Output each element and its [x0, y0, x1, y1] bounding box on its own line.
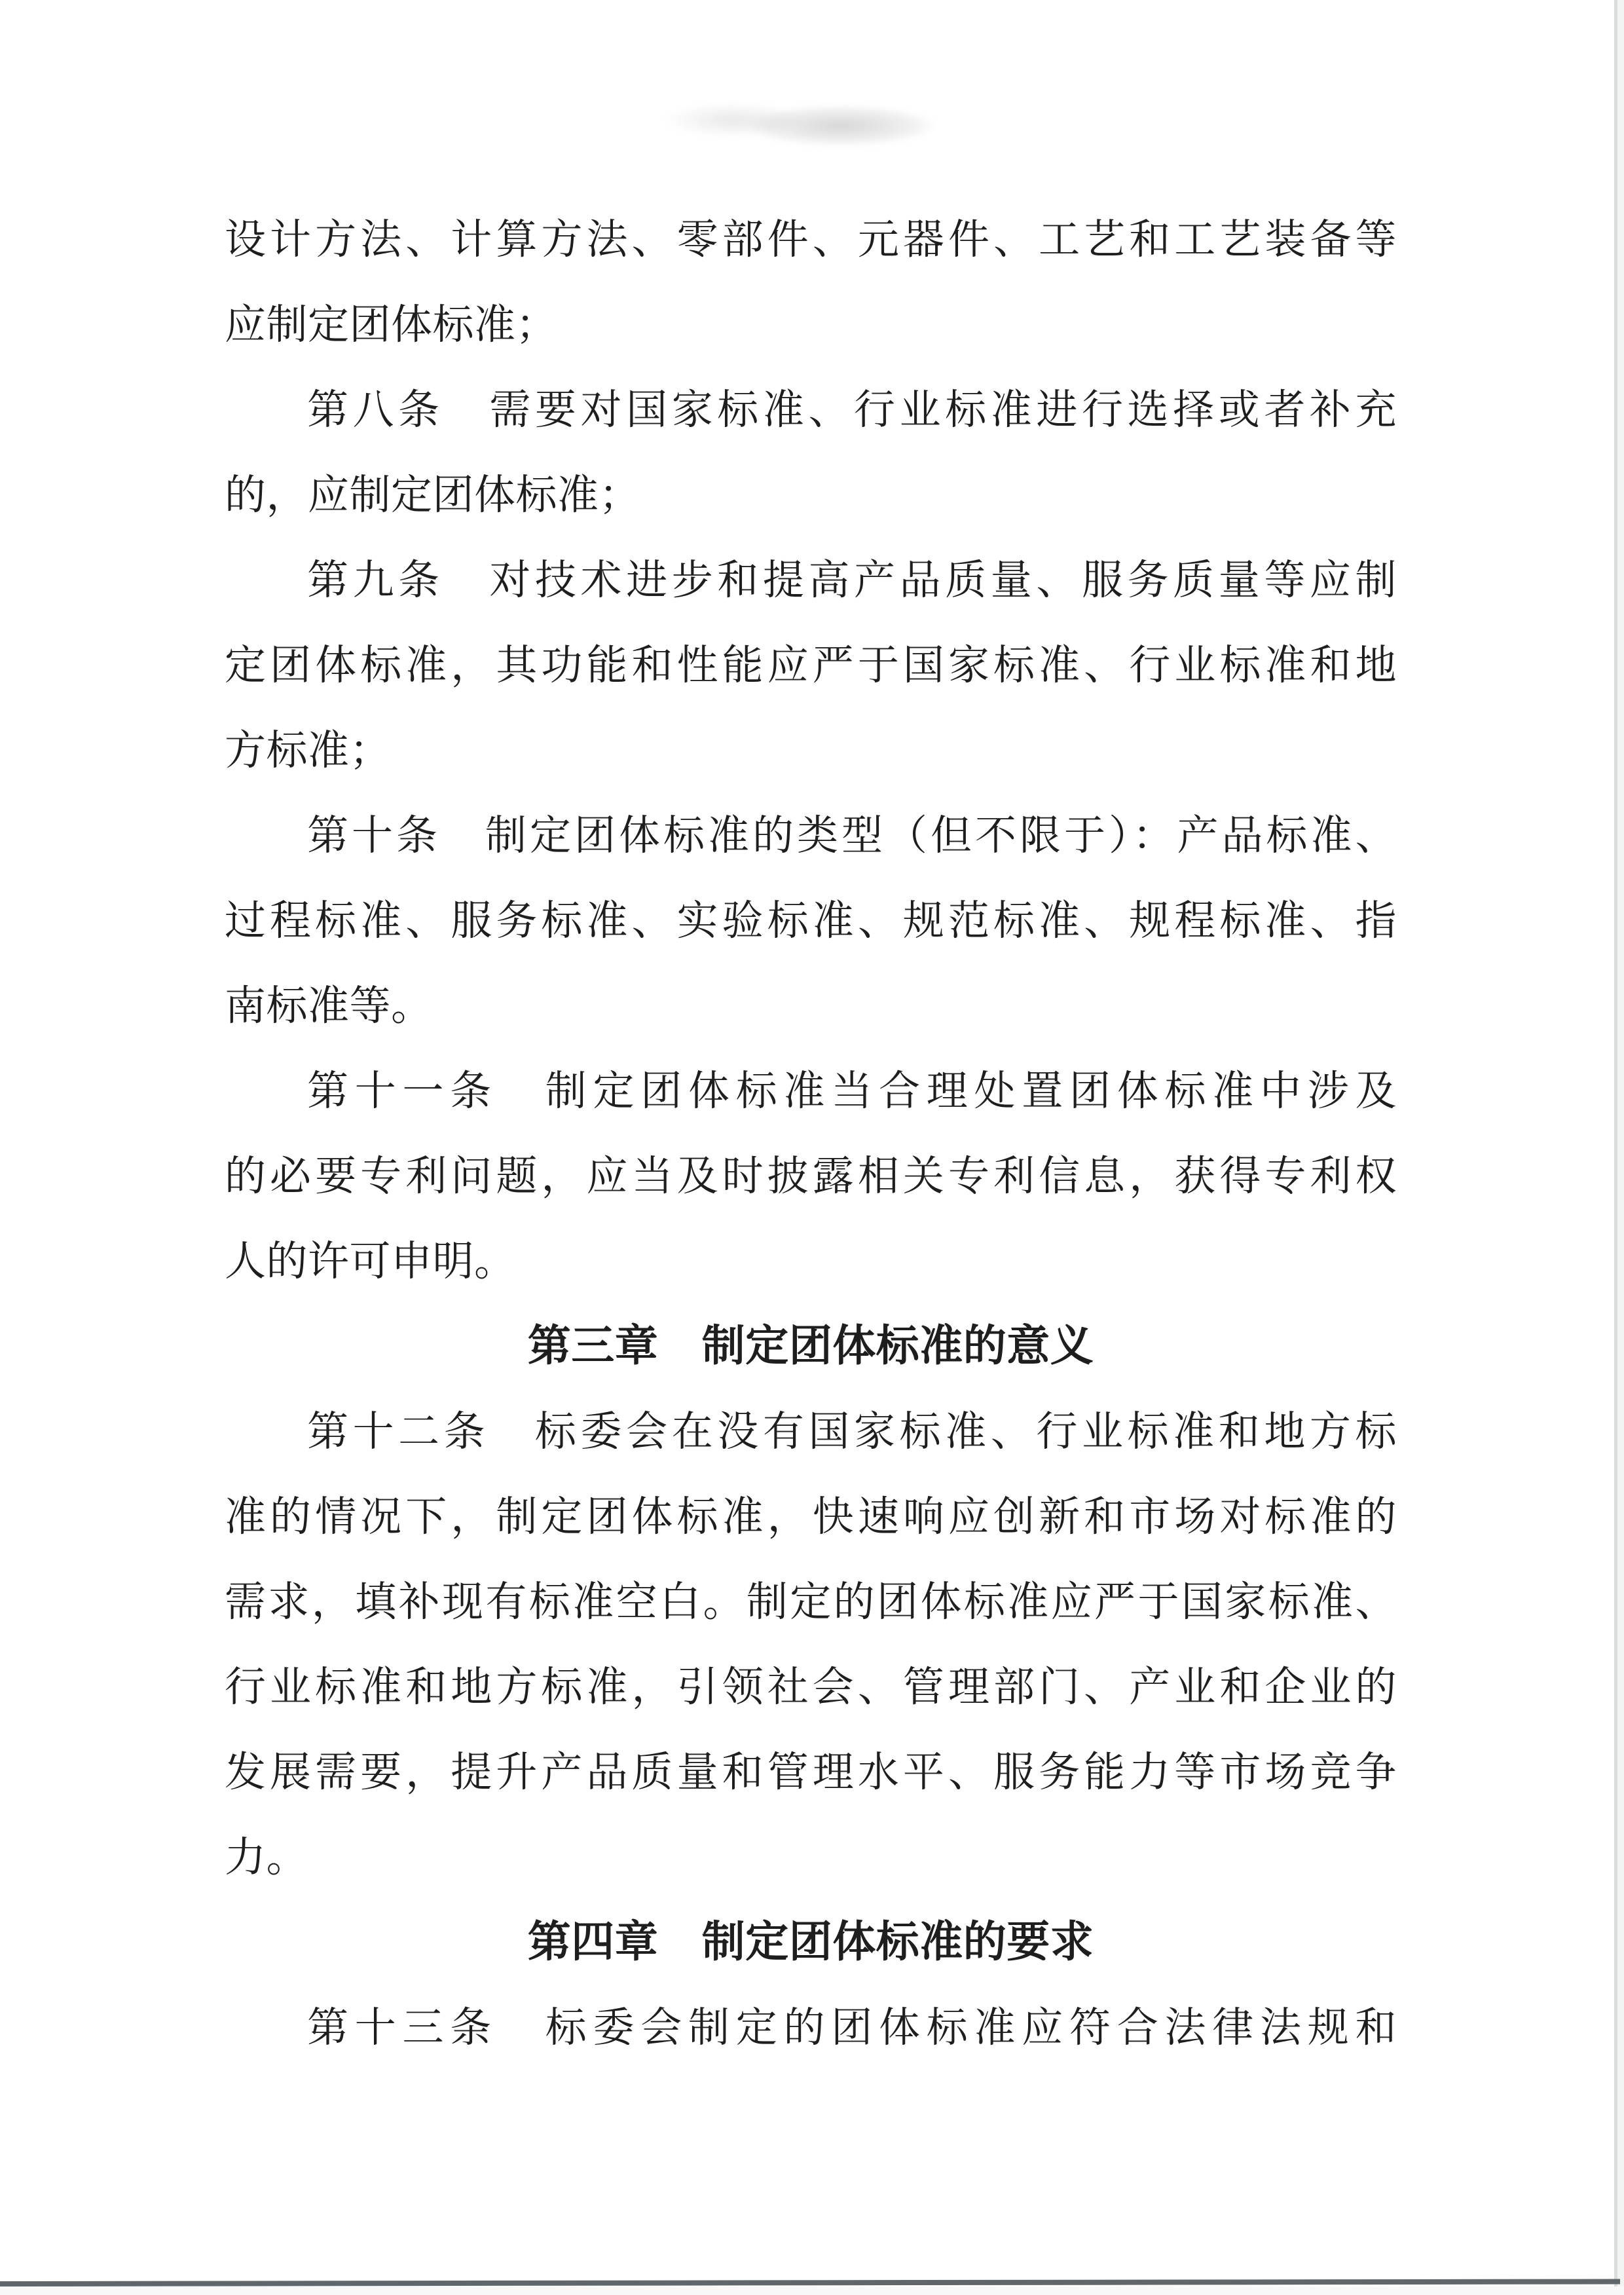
text-line: 的必要专利问题，应当及时披露相关专利信息，获得专利权	[225, 1153, 1397, 1199]
text-line: 方标准；	[225, 728, 391, 774]
text-line: 第十三条 标委会制定的团体标准应符合法律法规和	[307, 2005, 1397, 2051]
page-right-edge	[1614, 0, 1617, 2287]
text-line: 过程标准、服务标准、实验标准、规范标准、规程标准、指	[225, 898, 1397, 944]
text-line: 的，应制定团体标准；	[225, 472, 640, 518]
text-line: 设计方法、计算方法、零部件、元器件、工艺和工艺装备等	[225, 217, 1397, 263]
scan-bottom-margin	[0, 2286, 1624, 2295]
chapter-heading: 第三章 制定团体标准的意义	[527, 1322, 1094, 1370]
text-line: 第十条 制定团体标准的类型（但不限于）：产品标准、	[307, 813, 1397, 859]
text-line: 需求，填补现有标准空白。制定的团体标准应严于国家标准、	[225, 1579, 1397, 1625]
text-line: 第八条 需要对国家标准、行业标准进行选择或者补充	[307, 387, 1397, 433]
text-line: 准的情况下，制定团体标准，快速响应创新和市场对标准的	[225, 1494, 1397, 1540]
chapter-heading: 第四章 制定团体标准的要求	[527, 1918, 1094, 1966]
text-line: 南标准等。	[225, 983, 433, 1029]
text-line: 第十二条 标委会在没有国家标准、行业标准和地方标	[307, 1409, 1397, 1455]
text-line: 应制定团体标准；	[225, 302, 557, 348]
text-line: 发展需要，提升产品质量和管理水平、服务能力等市场竞争	[225, 1749, 1397, 1795]
scan-right-margin	[1617, 0, 1624, 2295]
text-line: 人的许可申明。	[225, 1239, 516, 1284]
text-line: 力。	[225, 1835, 308, 1880]
text-line: 第十一条 制定团体标准当合理处置团体标准中涉及	[307, 1068, 1397, 1114]
text-line: 行业标准和地方标准，引领社会、管理部门、产业和企业的	[225, 1664, 1397, 1710]
text-line: 定团体标准，其功能和性能应严于国家标准、行业标准和地	[225, 643, 1397, 688]
text-line: 第九条 对技术进步和提高产品质量、服务质量等应制	[307, 557, 1397, 603]
